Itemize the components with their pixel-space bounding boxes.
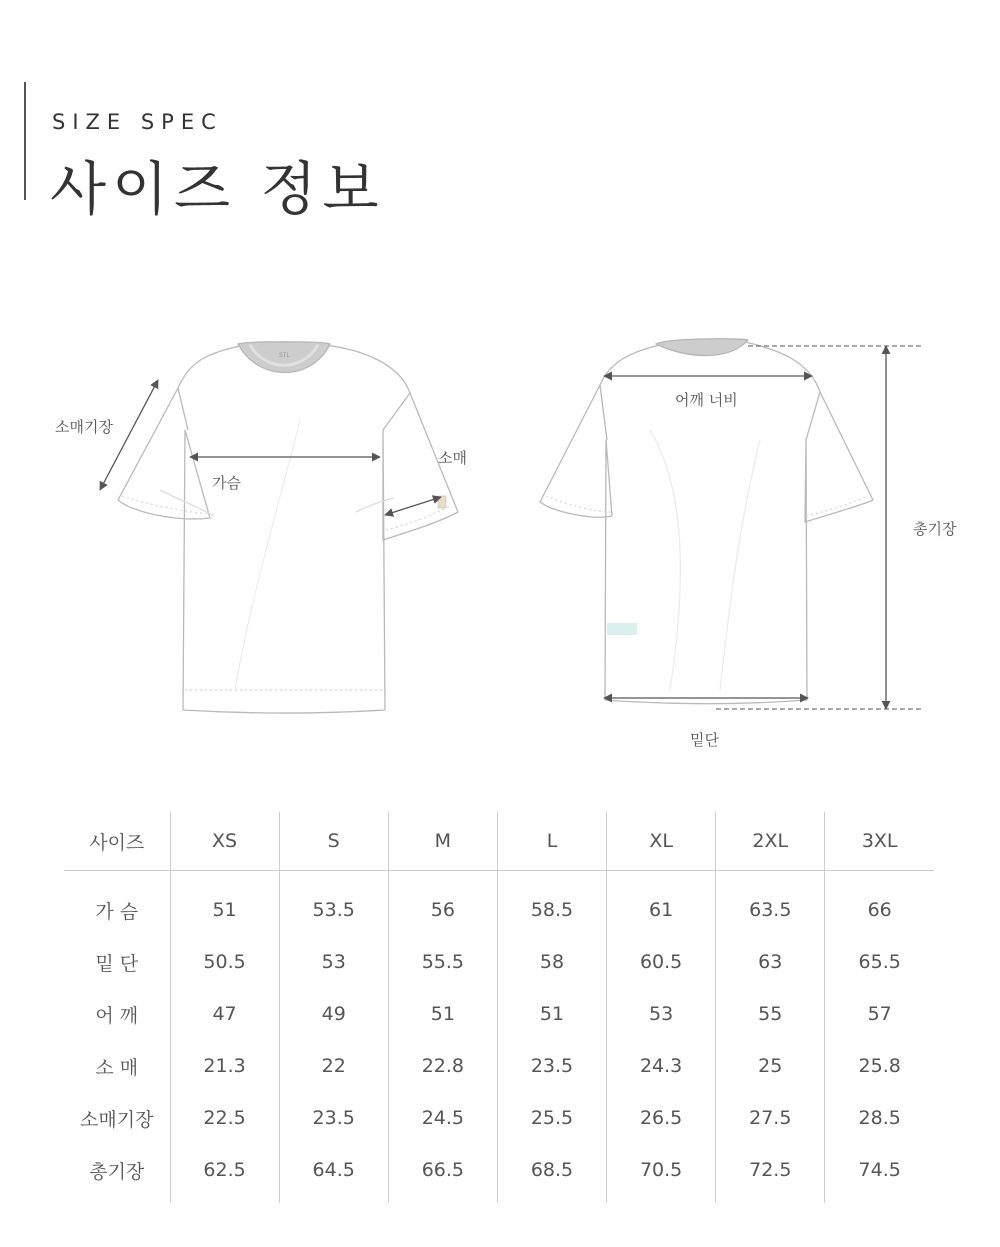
page-title: 사이즈 정보 [50,155,385,223]
table-cell: 49 [279,988,388,1040]
size-xl: XL [607,812,716,871]
table-cell: 24.5 [388,1092,497,1144]
table-cell: 55.5 [388,936,497,988]
table-row [64,988,934,1040]
table-cell: 58.5 [497,871,606,937]
table-cell: 51 [388,988,497,1040]
table-cell: 25.5 [497,1092,606,1144]
table-cell: 23.5 [279,1092,388,1144]
table-cell: 24.3 [607,1040,716,1092]
table-cell: 66 [825,871,934,937]
tshirt-diagram [0,300,1000,770]
size-l: L [497,812,606,871]
table-cell: 53 [279,936,388,988]
table-cell: 62.5 [170,1144,279,1203]
row-label: 소매기장 [80,1108,154,1131]
table-row [64,1092,934,1144]
label-chest: 가슴 [212,474,241,492]
table-cell: 47 [170,988,279,1040]
row-label: 어 깨 [95,1004,139,1027]
row-label: 가 슴 [95,900,139,923]
size-m: M [388,812,497,871]
header-label: 사이즈 [64,812,170,871]
table-cell: 50.5 [170,936,279,988]
header-accent-bar [24,82,26,200]
label-total-length: 총기장 [913,520,957,538]
size-s: S [279,812,388,871]
table-cell: 60.5 [607,936,716,988]
table-cell: 61 [607,871,716,937]
table-cell: 25 [716,1040,825,1092]
table-cell: 51 [497,988,606,1040]
table-cell: 22 [279,1040,388,1092]
table-cell: 66.5 [388,1144,497,1203]
table-row [64,871,934,937]
table-row [64,1040,934,1092]
table-cell: 70.5 [607,1144,716,1203]
table-cell: 72.5 [716,1144,825,1203]
size-xs: XS [170,812,279,871]
front-tshirt [118,342,458,713]
row-label: 밑 단 [95,952,139,975]
table-cell: 68.5 [497,1144,606,1203]
size-2xl: 2XL [716,812,825,871]
label-hem: 밑단 [690,731,719,749]
size-3xl: 3XL [825,812,934,871]
table-cell: 64.5 [279,1144,388,1203]
row-label: 소 매 [95,1056,139,1079]
table-cell: 27.5 [716,1092,825,1144]
table-cell: 53.5 [279,871,388,937]
row-label: 총기장 [89,1160,145,1183]
neck-tag-text: STL [279,352,290,359]
table-cell: 58 [497,936,606,988]
table-cell: 57 [825,988,934,1040]
table-cell: 23.5 [497,1040,606,1092]
table-cell: 63 [716,936,825,988]
table-cell: 53 [607,988,716,1040]
label-sleeve: 소매 [438,449,467,467]
table-cell: 22.5 [170,1092,279,1144]
table-cell: 22.8 [388,1040,497,1092]
table-cell: 56 [388,871,497,937]
label-sleeve-length: 소매기장 [55,418,113,436]
table-cell: 63.5 [716,871,825,937]
table-cell: 55 [716,988,825,1040]
table-cell: 21.3 [170,1040,279,1092]
table-cell: 26.5 [607,1092,716,1144]
table-cell: 65.5 [825,936,934,988]
section-eyebrow: SIZE SPEC [52,110,223,134]
table-cell: 28.5 [825,1092,934,1144]
size-spec-table [64,812,934,1203]
tshirt-illustration [0,300,1000,770]
table-row [64,1144,934,1203]
back-label-patch [607,623,637,635]
size-header-row [64,812,934,871]
table-cell: 74.5 [825,1144,934,1203]
table-cell: 25.8 [825,1040,934,1092]
label-shoulder-width: 어깨 너비 [675,391,738,409]
table-cell: 51 [170,871,279,937]
table-row [64,936,934,988]
